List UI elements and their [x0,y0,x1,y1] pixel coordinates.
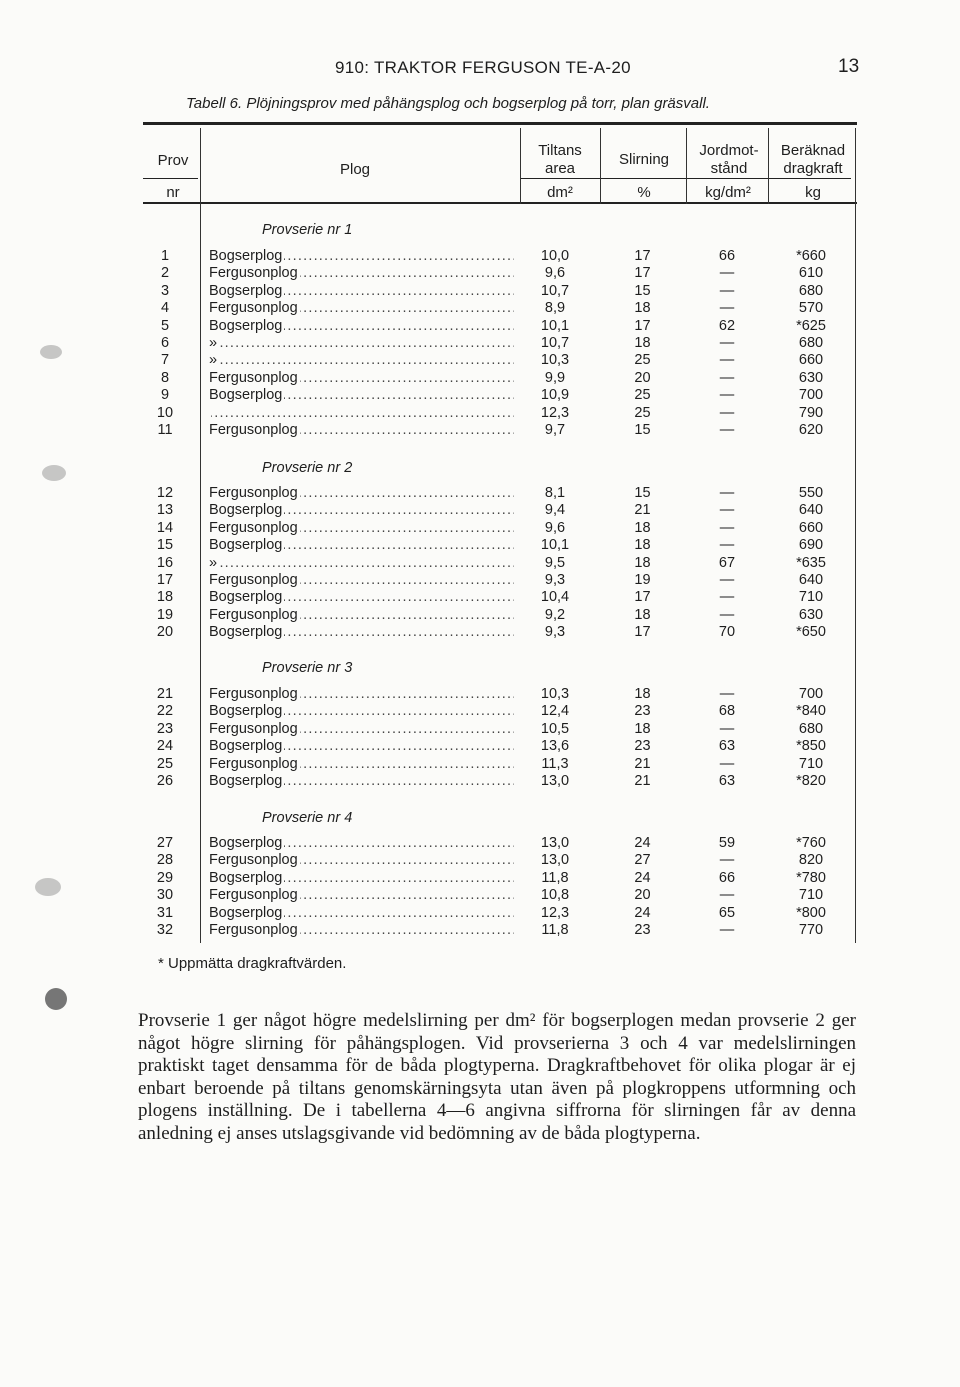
cell-nr: 5 [160,317,170,334]
cell-dragkraft: 680 [798,720,824,737]
cell-slirning: 15 [634,282,651,299]
table-row [0,502,960,520]
scan-smudge [42,465,66,481]
cell-dragkraft: 640 [798,572,824,588]
cell-nr: 9 [160,387,170,404]
cell-jordmotstand: — [719,537,735,554]
cell-slirning: 24 [634,835,651,851]
cell-jordmotstand: — [719,686,735,702]
cell-dragkraft: 570 [798,300,824,317]
plog-label: Bogserplog [209,282,283,299]
table-row [0,283,960,301]
cell-slirning: 18 [634,537,651,554]
cell-slirning: 17 [634,317,651,334]
cell-nr: 27 [156,835,174,851]
table-row [0,589,960,607]
table-row [0,870,960,888]
cell-dragkraft: 790 [798,404,824,421]
table-top-rule [143,122,857,125]
table-row [0,520,960,538]
cell-plog [209,607,514,623]
cell-nr: 24 [156,738,174,755]
table-row [0,703,960,721]
cell-dragkraft: 610 [798,265,824,282]
table-row [0,387,960,405]
table-row [0,852,960,870]
cell-slirning: 25 [634,352,651,369]
plog-label: Fergusonplog [209,422,298,438]
cell-slirning: 23 [634,738,651,755]
cell-jordmotstand: — [719,335,735,351]
table-row [0,537,960,555]
plog-label: Fergusonplog [209,755,298,772]
cell-plog [209,756,514,772]
plog-label: Fergusonplog [209,922,298,938]
body-paragraph: Provserie 1 ger något högre medelslirning per dm² för bogserplogen medan provserie 2 ger något högre slirning för påhängsplogen. Vid provserierna 3 och 4 var medelslirningen praktiskt taget densamma för de båda plogtyperna. Dragkraftbehovet för olika plogar är ej enbart beroende på tiltans genomskärningsyta utan även på plogkroppens utformning och plogens inställning. De i tabellerna 4—6 angivna siffrorna för slirningen får av denna anledning ej anses utslagsgivande vid bedömning av de båda plogtyperna. [138,1010,856,1144]
plog-label: » [209,335,218,351]
cell-plog [209,835,514,851]
cell-jordmotstand: — [719,572,735,588]
header-area-unit: dm² [547,184,573,201]
cell-jordmotstand: — [719,265,735,282]
cell-jordmotstand: 70 [718,624,736,641]
cell-plog [209,624,514,640]
cell-area: 9,7 [544,422,566,438]
table-row [0,248,960,266]
cell-area: 11,8 [541,922,569,938]
cell-area: 11,8 [541,869,569,886]
cell-area: 10,8 [540,887,570,904]
cell-plog [209,248,514,264]
table-row [0,835,960,853]
cell-dragkraft: 710 [798,755,824,772]
cell-jordmotstand: — [719,519,735,536]
cell-jordmotstand: 67 [718,554,736,571]
cell-nr: 18 [156,589,174,606]
cell-plog [209,589,514,605]
cell-area: 10,9 [540,387,570,404]
plog-label: Fergusonplog [209,720,298,737]
cell-area: 10,1 [540,537,570,554]
cell-area: 9,9 [544,369,566,386]
cell-plog [209,283,514,299]
plog-label: Fergusonplog [209,686,298,702]
cell-plog [209,922,514,938]
cell-plog [209,502,514,518]
header-area: Tiltans area [538,142,582,177]
cell-nr: 17 [156,572,174,588]
cell-jordmotstand: — [719,852,735,869]
cell-plog [209,405,514,421]
cell-plog [209,703,514,719]
cell-area: 10,3 [540,686,570,702]
plog-label [209,405,211,421]
cell-slirning: 25 [634,404,651,421]
cell-jordmotstand: 68 [718,703,736,720]
cell-slirning: 18 [634,686,651,702]
cell-area: 9,6 [544,519,566,536]
cell-area: 13,6 [540,738,570,755]
table-row [0,905,960,923]
cell-dragkraft: 710 [798,589,824,606]
plog-label: Bogserplog [209,589,283,606]
table-row [0,686,960,704]
cell-dragkraft: 660 [798,352,824,369]
cell-plog [209,870,514,886]
header-slirning-unit: % [637,184,651,201]
table-row [0,773,960,791]
cell-jordmotstand: — [719,606,735,623]
plog-label: Fergusonplog [209,606,298,623]
table-row [0,370,960,388]
cell-slirning: 18 [634,300,651,317]
table-row [0,721,960,739]
cell-jordmotstand: — [719,422,735,438]
cell-slirning: 24 [634,904,651,921]
cell-dragkraft: 690 [798,537,824,554]
cell-plog [209,422,514,438]
plog-label: Bogserplog [209,502,283,519]
cell-jordmotstand: — [719,502,735,519]
cell-area: 9,6 [544,265,566,282]
table-row [0,738,960,756]
plog-label: Fergusonplog [209,887,298,904]
cell-nr: 7 [160,352,170,369]
cell-dragkraft: *635 [796,554,826,571]
cell-slirning: 15 [634,422,651,438]
cell-dragkraft: 820 [798,852,824,869]
cell-jordmotstand: — [719,755,735,772]
cell-dragkraft: *800 [796,904,826,921]
cell-nr: 12 [156,485,174,501]
cell-nr: 22 [156,703,174,720]
cell-area: 10,3 [540,352,570,369]
cell-plog [209,352,514,368]
cell-dragkraft: *780 [796,869,826,886]
cell-dragkraft: 700 [798,387,824,404]
scan-smudge [45,988,67,1010]
cell-slirning: 27 [634,852,651,869]
cell-dragkraft: 620 [798,422,824,438]
cell-nr: 32 [156,922,174,938]
cell-plog [209,721,514,737]
cell-area: 13,0 [540,773,570,789]
plog-label: Fergusonplog [209,265,298,282]
table-row [0,572,960,590]
cell-area: 9,5 [544,554,566,571]
cell-nr: 8 [160,369,170,386]
cell-nr: 28 [156,852,174,869]
cell-dragkraft: 660 [798,519,824,536]
plog-label: Fergusonplog [209,519,298,536]
cell-slirning: 17 [634,589,651,606]
cell-dragkraft: 640 [798,502,824,519]
cell-slirning: 20 [634,887,651,904]
table-row [0,922,960,940]
cell-jordmotstand: 63 [718,773,736,789]
cell-slirning: 21 [634,502,651,519]
cell-plog [209,485,514,501]
cell-nr: 3 [160,282,170,299]
scan-smudge [40,345,62,359]
cell-area: 12,3 [540,404,570,421]
header-plog: Plog [339,161,371,178]
cell-slirning: 19 [634,572,651,588]
cell-nr: 21 [156,686,174,702]
cell-nr: 19 [156,606,174,623]
cell-dragkraft: *760 [796,835,826,851]
plog-label: Fergusonplog [209,572,298,588]
cell-dragkraft: *820 [796,773,826,789]
cell-plog [209,520,514,536]
page-number: 13 [838,56,860,77]
cell-slirning: 21 [634,755,651,772]
cell-area: 10,1 [540,317,570,334]
series-heading: Provserie nr 2 [262,460,353,476]
cell-jordmotstand: 66 [718,869,736,886]
plog-label: Bogserplog [209,317,283,334]
cell-nr: 13 [156,502,174,519]
table-row [0,555,960,573]
cell-dragkraft: *840 [796,703,826,720]
cell-plog [209,738,514,754]
series-heading: Provserie nr 3 [262,660,353,676]
cell-slirning: 17 [634,265,651,282]
running-header: 910: TRAKTOR FERGUSON TE-A-20 [335,58,631,77]
plog-label: Bogserplog [209,387,283,404]
cell-area: 10,7 [540,282,570,299]
table-row [0,300,960,318]
header-drag-unit: kg [805,184,821,201]
cell-nr: 11 [157,422,173,438]
cell-jordmotstand: — [719,485,735,501]
cell-nr: 6 [160,335,170,351]
plog-label: Bogserplog [209,738,283,755]
cell-area: 8,9 [544,300,566,317]
cell-slirning: 17 [634,248,651,264]
cell-jordmotstand: — [719,387,735,404]
cell-jordmotstand: 59 [718,835,736,851]
cell-nr: 29 [156,869,174,886]
cell-plog [209,370,514,386]
col-divider [600,128,601,204]
cell-nr: 26 [156,773,174,789]
plog-label: » [209,554,218,571]
cell-area: 8,1 [544,485,566,501]
cell-jordmotstand: — [719,282,735,299]
cell-plog [209,572,514,588]
header-prov: Prov [157,152,189,169]
cell-area: 12,4 [540,703,570,720]
plog-label: Bogserplog [209,537,283,554]
cell-dragkraft: 770 [798,922,824,938]
cell-slirning: 21 [634,773,651,789]
cell-jordmotstand: — [719,369,735,386]
cell-plog [209,773,514,789]
table-caption: Tabell 6. Plöjningsprov med påhängsplog och bogserplog på torr, plan gräsvall. [186,95,710,112]
cell-area: 10,7 [540,335,570,351]
table-row [0,756,960,774]
cell-dragkraft: 630 [798,369,824,386]
header-bottom-rule [143,202,857,204]
series-heading: Provserie nr 1 [262,222,353,238]
cell-area: 9,3 [544,624,566,641]
cell-dragkraft: 550 [798,485,824,501]
scan-smudge [35,878,61,896]
cell-area: 10,5 [540,720,570,737]
cell-area: 10,0 [540,248,570,264]
table-row [0,624,960,642]
cell-jordmotstand: 66 [718,248,736,264]
footnote: * Uppmätta dragkraftvärden. [158,955,347,972]
cell-dragkraft: *625 [796,317,826,334]
cell-jordmotstand: — [719,589,735,606]
plog-label: Bogserplog [209,904,283,921]
cell-slirning: 15 [634,485,651,501]
header-jord: Jordmot-stånd [699,142,759,177]
cell-jordmotstand: — [719,922,735,938]
plog-label: Bogserplog [209,248,283,264]
cell-dragkraft: 680 [798,282,824,299]
cell-area: 9,3 [544,572,566,588]
cell-slirning: 23 [634,922,651,938]
cell-plog [209,318,514,334]
cell-dragkraft: 680 [798,335,824,351]
cell-nr: 14 [156,519,174,536]
cell-slirning: 18 [634,606,651,623]
table-row [0,352,960,370]
cell-nr: 2 [160,265,170,282]
table-row [0,607,960,625]
cell-plog [209,887,514,903]
cell-nr: 30 [156,887,174,904]
cell-nr: 20 [156,624,174,641]
table-row [0,405,960,423]
plog-label: Bogserplog [209,835,283,851]
cell-area: 9,2 [544,606,566,623]
cell-plog [209,686,514,702]
header-jord-unit: kg/dm² [705,184,751,201]
cell-dragkraft: 700 [798,686,824,702]
cell-dragkraft: 630 [798,606,824,623]
cell-jordmotstand: 62 [718,317,736,334]
cell-slirning: 18 [634,335,651,351]
cell-slirning: 20 [634,369,651,386]
cell-plog [209,335,514,351]
cell-plog [209,555,514,571]
plog-label: Bogserplog [209,869,283,886]
cell-jordmotstand: — [719,352,735,369]
header-drag: Beräknad dragkraft [780,142,846,177]
cell-nr: 25 [156,755,174,772]
plog-label: Bogserplog [209,624,283,641]
col-divider [686,128,687,204]
cell-slirning: 18 [634,554,651,571]
cell-nr: 15 [156,537,174,554]
plog-label: Fergusonplog [209,485,298,501]
header-prov-nr: nr [166,184,180,201]
header-slirning: Slirning [618,151,670,168]
plog-label: Fergusonplog [209,369,298,386]
table-row [0,485,960,503]
series-heading: Provserie nr 4 [262,810,353,826]
cell-plog [209,537,514,553]
cell-jordmotstand: 63 [718,738,736,755]
cell-area: 10,4 [540,589,570,606]
cell-area: 13,0 [540,852,570,869]
cell-plog [209,265,514,281]
cell-dragkraft: *850 [796,738,826,755]
plog-label: Fergusonplog [209,852,298,869]
plog-label: » [209,352,218,369]
cell-jordmotstand: — [719,720,735,737]
cell-jordmotstand: 65 [718,904,736,921]
cell-jordmotstand: — [719,887,735,904]
cell-plog [209,905,514,921]
cell-dragkraft: *650 [796,624,826,641]
cell-plog [209,852,514,868]
cell-dragkraft: *660 [796,248,826,264]
cell-jordmotstand: — [719,300,735,317]
cell-area: 12,3 [540,904,570,921]
plog-label: Bogserplog [209,773,283,789]
table-row [0,335,960,353]
cell-plog [209,387,514,403]
cell-jordmotstand: — [719,404,735,421]
plog-label: Bogserplog [209,703,283,720]
plog-label: Fergusonplog [209,300,298,317]
cell-slirning: 17 [634,624,651,641]
cell-slirning: 23 [634,703,651,720]
cell-nr: 23 [156,720,174,737]
cell-nr: 10 [156,404,174,421]
table-row [0,422,960,440]
col-divider [768,128,769,204]
cell-slirning: 18 [634,720,651,737]
cell-nr: 1 [160,248,170,264]
cell-dragkraft: 710 [798,887,824,904]
cell-plog [209,300,514,316]
table-row [0,887,960,905]
table-row [0,318,960,336]
col-divider [520,128,521,204]
cell-area: 11,3 [541,755,569,772]
cell-nr: 31 [156,904,174,921]
cell-slirning: 25 [634,387,651,404]
cell-area: 13,0 [540,835,570,851]
cell-nr: 4 [160,300,170,317]
cell-area: 9,4 [544,502,566,519]
cell-slirning: 24 [634,869,651,886]
cell-slirning: 18 [634,519,651,536]
header-underline-1 [143,178,198,179]
table-row [0,265,960,283]
cell-nr: 16 [156,554,174,571]
